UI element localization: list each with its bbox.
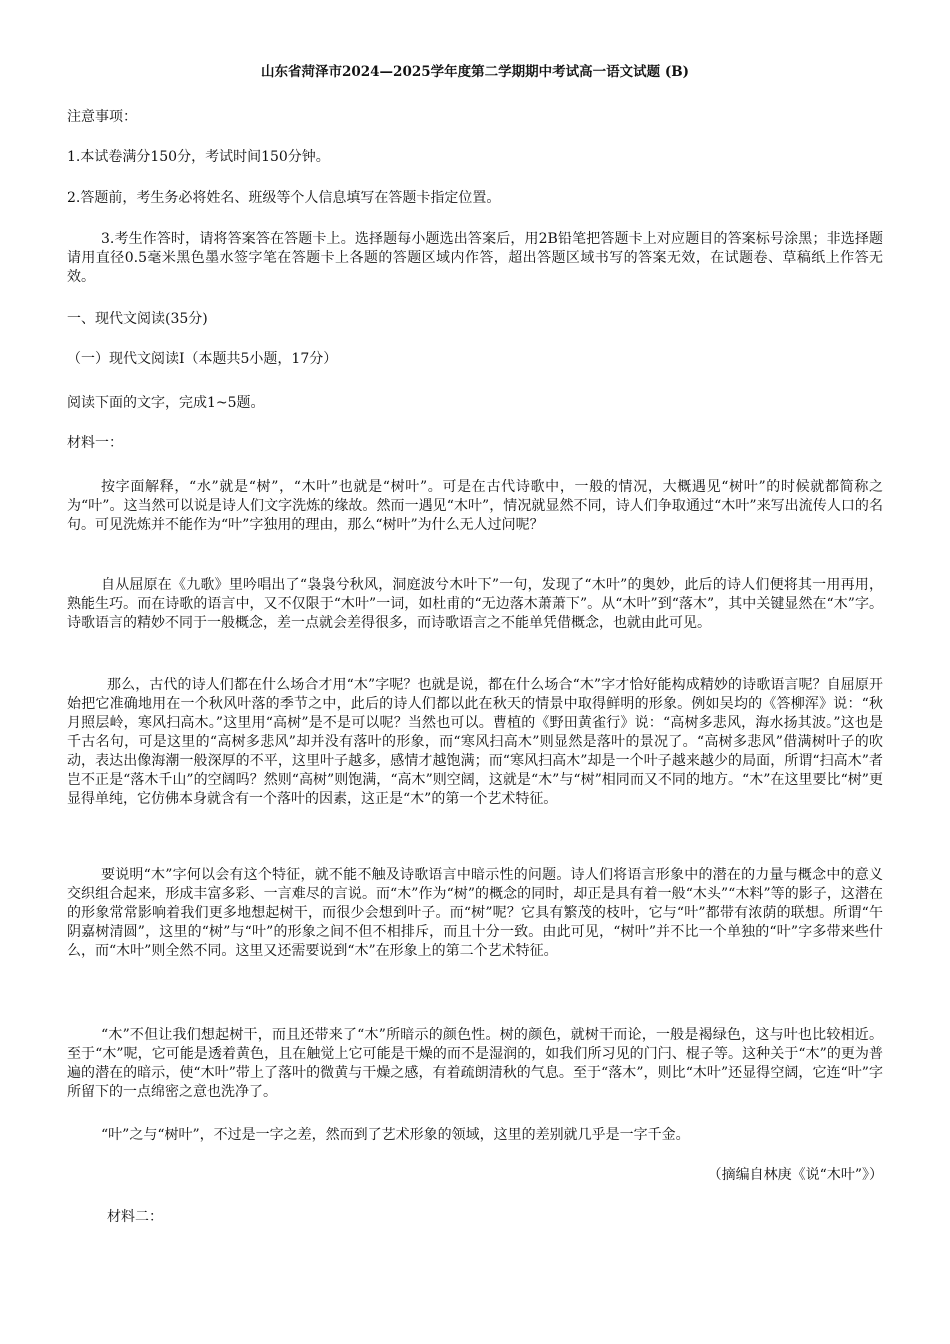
material-1-paragraph: 要说明“木”字何以会有这个特征，就不能不触及诗歌语言中暗示性的问题。诗人们将语言形象中的潜在的力量与概念中的意义交织组合起来，形成丰富多彩、一言难尽的言说。而“木”作为“树”的概念的同时，却正是具有着一般“木头”“木料”等的影子，这潜在的形象常常影响着我们更多地想起树干，而很少会想到叶子。而“树”呢？它具有繁茂的枝叶，它与“叶”都带有浓荫的联想。所谓“午阴嘉树清圆”，这里的“树”与“叶”的形象之间不但不相排斥，而且十分一致。由此可见，“树叶”并不比一个单独的“叶”字多带来些什么，而“木叶”则全然不同。这里又还需要说到“木”在形象上的第二个艺术特征。 — [67, 867, 883, 959]
notice-item-2: 2.答题前，考生务必将姓名、班级等个人信息填写在答题卡指定位置。 — [67, 190, 501, 206]
material-1-source: （摘编自林庚《说“木叶”》） — [707, 1167, 883, 1183]
material-1-paragraph: “木”不但让我们想起树干，而且还带来了“木”所暗示的颜色性。树的颜色，就树干而论，一般是褐绿色，这与叶也比较相近。至于“木”呢，它可能是透着黄色，且在触觉上它可能是干燥的而不是湿润的，如我们所习见的门闩、棍子等。这种关于“木”的更为普遍的潜在的暗示，使“木叶”带上了落叶的微黄与干燥之感，有着疏朗清秋的气息。至于“落木”，则比“木叶”还显得空阔，它连“叶”字所留下的一点绵密之意也洗净了。 — [67, 1027, 883, 1100]
page-title: 山东省菏泽市2024—2025学年度第二学期期中考试高一语文试题 (B) — [260, 64, 690, 80]
material-1-paragraph: 自从屈原在《九歌》里吟唱出了“袅袅兮秋风，洞庭波兮木叶下”一句，发现了“木叶”的奥妙，此后的诗人们便将其一用再用，熟能生巧。而在诗歌的语言中，又不仅限于“木叶”一词，如杜甫的“无边落木萧萧下”。从“木叶”到“落木”，其中关键显然在“木”字。诗歌语言的精妙不同于一般概念，差一点就会差得很多，而诗歌语言之不能单凭借概念，也就由此可见。 — [67, 577, 883, 631]
material-1-label: 材料一： — [67, 435, 123, 451]
material-2-label: 材料二： — [107, 1209, 163, 1225]
sub-section-heading: （一）现代文阅读Ⅰ（本题共5小题，17分） — [67, 351, 338, 367]
reading-instruction: 阅读下面的文字，完成1~5题。 — [67, 395, 265, 411]
notice-item-1: 1.本试卷满分150分，考试时间150分钟。 — [67, 149, 330, 165]
notice-heading: 注意事项： — [67, 109, 137, 125]
material-1-paragraph: 那么，古代的诗人们都在什么场合才用“木”字呢？也就是说，都在什么场合“木”字才恰好能构成精妙的诗歌语言呢？自屈原开始把它准确地用在一个秋风叶落的季节之中，此后的诗人们都以此在秋天的情景中取得鲜明的形象。例如吴均的《答柳浑》说：“秋月照层岭，寒风扫高木。”这里用“高树”是不是可以呢？当然也可以。曹植的《野田黄雀行》说：“高树多悲风，海水扬其波。”这也是千古名句，可是这里的“高树多悲风”却并没有落叶的形象，而“寒风扫高木”则显然是落叶的景况了。“高树多悲风”借满树叶子的吹动，表达出像海潮一般深厚的不平，这里叶子越多，感情才越饱满；而“寒风扫高木”却是一个叶子越来越少的局面，所谓“扫高木”者岂不正是“落木千山”的空阔吗？然则“高树”则饱满，“高木”则空阔，这就是“木”与“树”相同而又不同的地方。“木”在这里要比“树”更显得单纯，它仿佛本身就含有一个落叶的因素，这正是“木”的第一个艺术特征。 — [67, 677, 883, 807]
section-heading: 一、现代文阅读(35分) — [67, 311, 208, 327]
notice-item-3: 3.考生作答时，请将答案答在答题卡上。选择题每小题选出答案后，用2B铅笔把答题卡上对应题目的答案标号涂黑；非选择题请用直径0.5毫米黑色墨水签字笔在答题卡上各题的答题区域内作答，超出答题区域书写的答案无效，在试题卷、草稿纸上作答无效。 — [67, 231, 883, 285]
material-1-paragraph: 按字面解释，“水”就是“树”，“木叶”也就是“树叶”。可是在古代诗歌中，一般的情况，大概遇见“树叶”的时候就都简称之为“叶”。这当然可以说是诗人们文字洗炼的缘故。然而一遇见“木叶”，情况就显然不同，诗人们争取通过“木叶”来写出流传人口的名句。可见洗炼并不能作为“叶”字独用的理由，那么“树叶”为什么无人过问呢？ — [67, 479, 883, 533]
material-1-paragraph: “叶”之与“树叶”，不过是一字之差，然而到了艺术形象的领域，这里的差别就几乎是一字千金。 — [101, 1127, 690, 1143]
